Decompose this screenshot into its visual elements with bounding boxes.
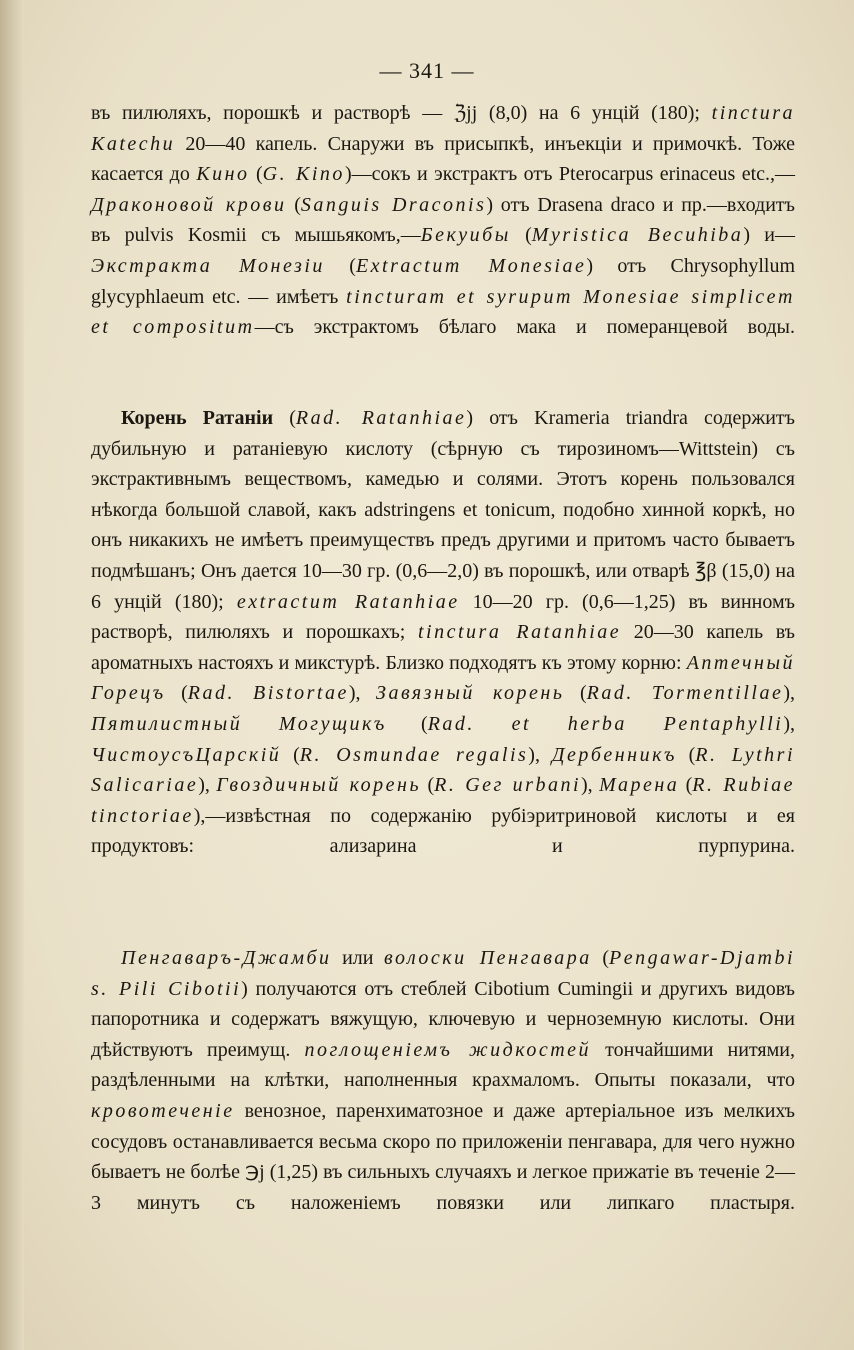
heading-ratanhia: Корень Ратаніи (121, 407, 274, 429)
page-spine-shadow (0, 0, 24, 1350)
paragraph-ratanhia: Корень Ратаніи (Rad. Ratanhiae) отъ Krameria triandra содержитъ дубильную и ратаніевую кислоту (сѣрную съ тирозиномъ—Wittstein) съ экстрактивнымъ веществомъ, камедью и солями. Этотъ корень пользовался нѣкогда большой славой, какъ adstringens et tonicum, подобно хинной коркѣ, но онъ никакихъ не имѣетъ преимуществъ предъ другими и притомъ часто бываетъ подмѣшанъ; Онъ дается 10—30 гр. (0,6—2,0) въ порошкѣ, или отварѣ ℥β (15,0) на 6 унцій (180); extractum Ratanhiae 10—20 гр. (0,6—1,25) въ винномъ растворѣ, пилюляхъ и порошкахъ; tinctura Ratanhiae 20—30 капель въ ароматныхъ настояхъ и микстурѣ. Близко подходятъ къ этому корню: Аптечный Горецъ (Rad. Bistortae), Завязный корень (Rad. Tormentillae), Пятилистный Могущикъ (Rad. et herba Pentaphylli), ЧистоусъЦарскій (R. Osmundae regalis), Дербенникъ (R. Lythri Salicariae), Гвоздичный корень (R. Geг urbani), Марена (R. Rubiae tinctoriae),—извѣстная по содержанію рубіэритриновой кислоты и ея продуктовъ: ализарина и пурпурина. (91, 407, 796, 858)
paragraph-tinctures: въ пилюляхъ, порошкѣ и растворѣ — ℨjj (8,0) на 6 унцій (180); tinctura Katechu 20—40 капель. Снаружи въ присыпкѣ, инъекціи и примочкѣ. Тоже касается до Кино (G. Kino)—сокъ и экстрактъ отъ Pterocarpus erinaceus etc.,—Драконовой крови (Sanguis Draconis) отъ Drasena draco и пр.—входитъ въ pulvis Kosmii съ мышьякомъ,—Бекуибы (Myristica Becuhiba) и—Экстракта Монезіи (Extractum Monesiae) отъ Chrysophyllum glycyphlaeum etc. — имѣетъ tincturam et syrupum Monesiae simplicem et compositum—съ экстрактомъ бѣлаго мака и померанцевой воды. (91, 102, 796, 339)
paragraph-pengawar: Пенгаваръ-Джамби или волоски Пенгавара (Pengawar-Djambi s. Pili Cibotii) получаются отъ стеблей Cibotium Cumingii и другихъ видовъ папоротника и содержатъ вяжущую, ключевую и черноземную кислоты. Они дѣйствуютъ преимущ. поглощеніемъ жидкостей тончайшими нитями, раздѣленными на клѣтки, наполненныя крахмаломъ. Опыты показали, что кровотеченіе венозное, паренхиматозное и даже артеріальное изъ мелкихъ сосудовъ останавливается весьма скоро по приложеніи пенгавара, для чего нужно бываетъ не болѣе ℈j (1,25) въ сильныхъ случаяхъ и легкое прижатіе въ теченіе 2—3 минутъ съ наложеніемъ повязки или липкаго пластыря. (91, 947, 796, 1214)
page-number: — 341 — (379, 58, 475, 83)
